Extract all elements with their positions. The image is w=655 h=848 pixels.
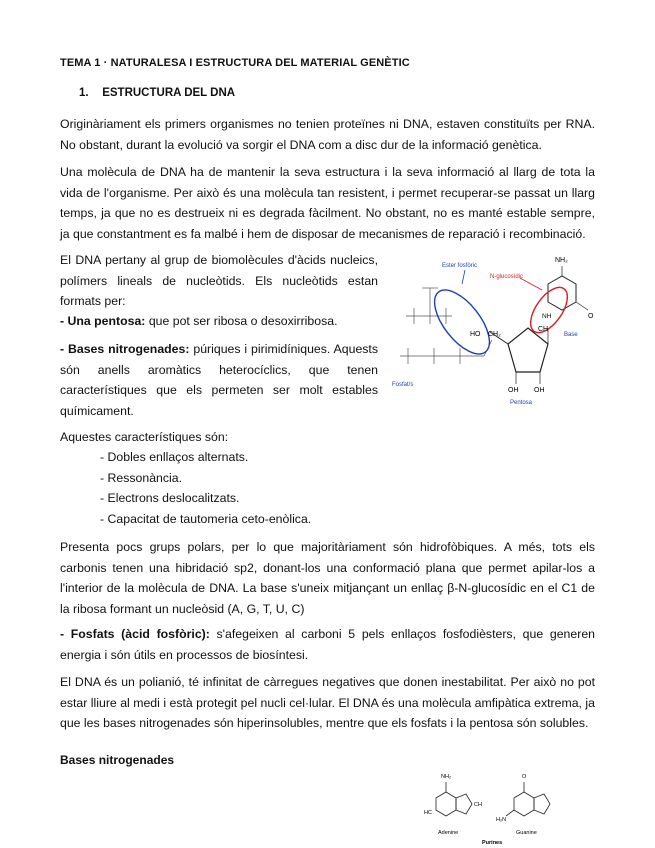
label-purines: Purines — [482, 840, 503, 846]
pentosa-label: - Una pentosa: — [60, 314, 146, 328]
label-fosfats: Fosfat/s — [392, 382, 414, 388]
label-nh2: NH₂ — [555, 257, 568, 264]
bases-text: púriques i pirimidíniques. Aquests són anells aromàtics heterocíclics, que tenen característiques que els permeten ser molt estables químicament. — [60, 342, 378, 418]
list-item: - Capacitat de tautomeria ceto-enòlica. — [100, 512, 312, 526]
item-pentosa — [60, 311, 378, 332]
label-pentosa: Pentosa — [510, 400, 533, 406]
section-heading — [79, 87, 235, 99]
label-guanine: Guanine — [516, 830, 537, 836]
pentosa-text: que pot ser ribosa o desoxirribosa. — [145, 314, 338, 328]
fosfats-label: - Fosfats (àcid fosfòric): — [60, 627, 210, 641]
label-ch2: CH₂ — [488, 331, 501, 338]
label-h2n: H₂N — [496, 817, 507, 823]
section-number: 1. — [79, 87, 89, 99]
list-item: - Dobles enllaços alternats. — [100, 450, 249, 464]
label-ch: CH — [538, 326, 549, 333]
document-title: TEMA 1 · NATURALESA I ESTRUCTURA DEL MATERIAL GENÈTIC — [60, 57, 410, 69]
label-ch: CH — [474, 802, 482, 808]
item-fosfats — [60, 624, 595, 665]
ester-bond-highlight — [424, 281, 499, 363]
label-ho: HO — [470, 331, 481, 338]
paragraph-nucleic-acids: El DNA pertany al grup de biomolècules d'àcids nucleics, polímers lineals de nucleòtids. Els nucleòtids estan formats per: — [60, 253, 378, 308]
characteristics-intro: Aquestes característiques són: — [60, 430, 229, 444]
paragraph-polar: Presenta pocs grups polars, per lo que majoritàriament són hidrofòbiques. A més, tots els carbonis tenen una hibridació sp2, donant-los una conformació plana que permet apilar-los a l'interior de la molècula de DNA. La base s'uneix mitjançant un enllaç β-N-glucosídic en el C1 de la ribosa formant un nucleòsid (A, G, T, U, C) — [60, 540, 595, 616]
paragraph-polyanion: El DNA és un polianió, té infinitat de càrregues negatives que donen inestabilitat. Per això no pot estar lliure al medi i està protegit pel nucli cel·lular. El DNA és una molècula amfipàtica extrema, ja que les bases nitrogenades són hiperinsolubles, mentre que els fosfats i la pentosa són solubles. — [60, 675, 595, 730]
label-nglucosidic: N-glucosídic — [490, 274, 524, 280]
label-nh: NH — [542, 313, 552, 320]
subheading-bases: Bases nitrogenades — [60, 753, 175, 767]
label-nh2: NH₂ — [441, 774, 452, 780]
paragraph-origin: Originàriament els primers organismes no tenien proteïnes ni DNA, estaven constituïts per RNA. No obstant, durant la evolució va sorgir el DNA com a disc dur de la informació genètica. — [60, 117, 595, 152]
section-title: ESTRUCTURA DEL DNA — [102, 87, 236, 99]
item-bases — [60, 339, 378, 421]
bases-label: - Bases nitrogenades: — [60, 342, 190, 356]
nucleotide-figure — [392, 248, 604, 408]
label-adenine: Adenine — [438, 830, 459, 836]
fosfats-text: s'afegeixen al carboni 5 pels enllaços fosfodièsters, que generen energia i són útils en processos de biosíntesi. — [60, 627, 595, 662]
label-oh2: OH — [534, 387, 545, 394]
label-o: O — [522, 774, 527, 780]
label-ester: Ester fosfòric — [442, 263, 478, 269]
list-item: - Electrons deslocalitzats. — [100, 491, 240, 505]
list-item: - Ressonància. — [100, 471, 183, 485]
label-base: Base — [564, 332, 578, 338]
label-o: O — [588, 313, 594, 320]
label-hc: HC — [424, 810, 432, 816]
purines-figure — [420, 768, 580, 848]
paragraph-stability: Una molècula de DNA ha de mantenir la seva estructura i la seva informació al llarg de tota la vida de l'organisme. Per això és una molècula tan resistent, i permet recuperar-se passat un llarg temps, ja que no es destrueix ni es degrada fàcilment. No obstant, no es manté estable sempre, ja que constantment es fa malbé i hem de disposar de mecanismes de reparació i recombinació. — [60, 165, 595, 241]
label-oh1: OH — [508, 387, 519, 394]
